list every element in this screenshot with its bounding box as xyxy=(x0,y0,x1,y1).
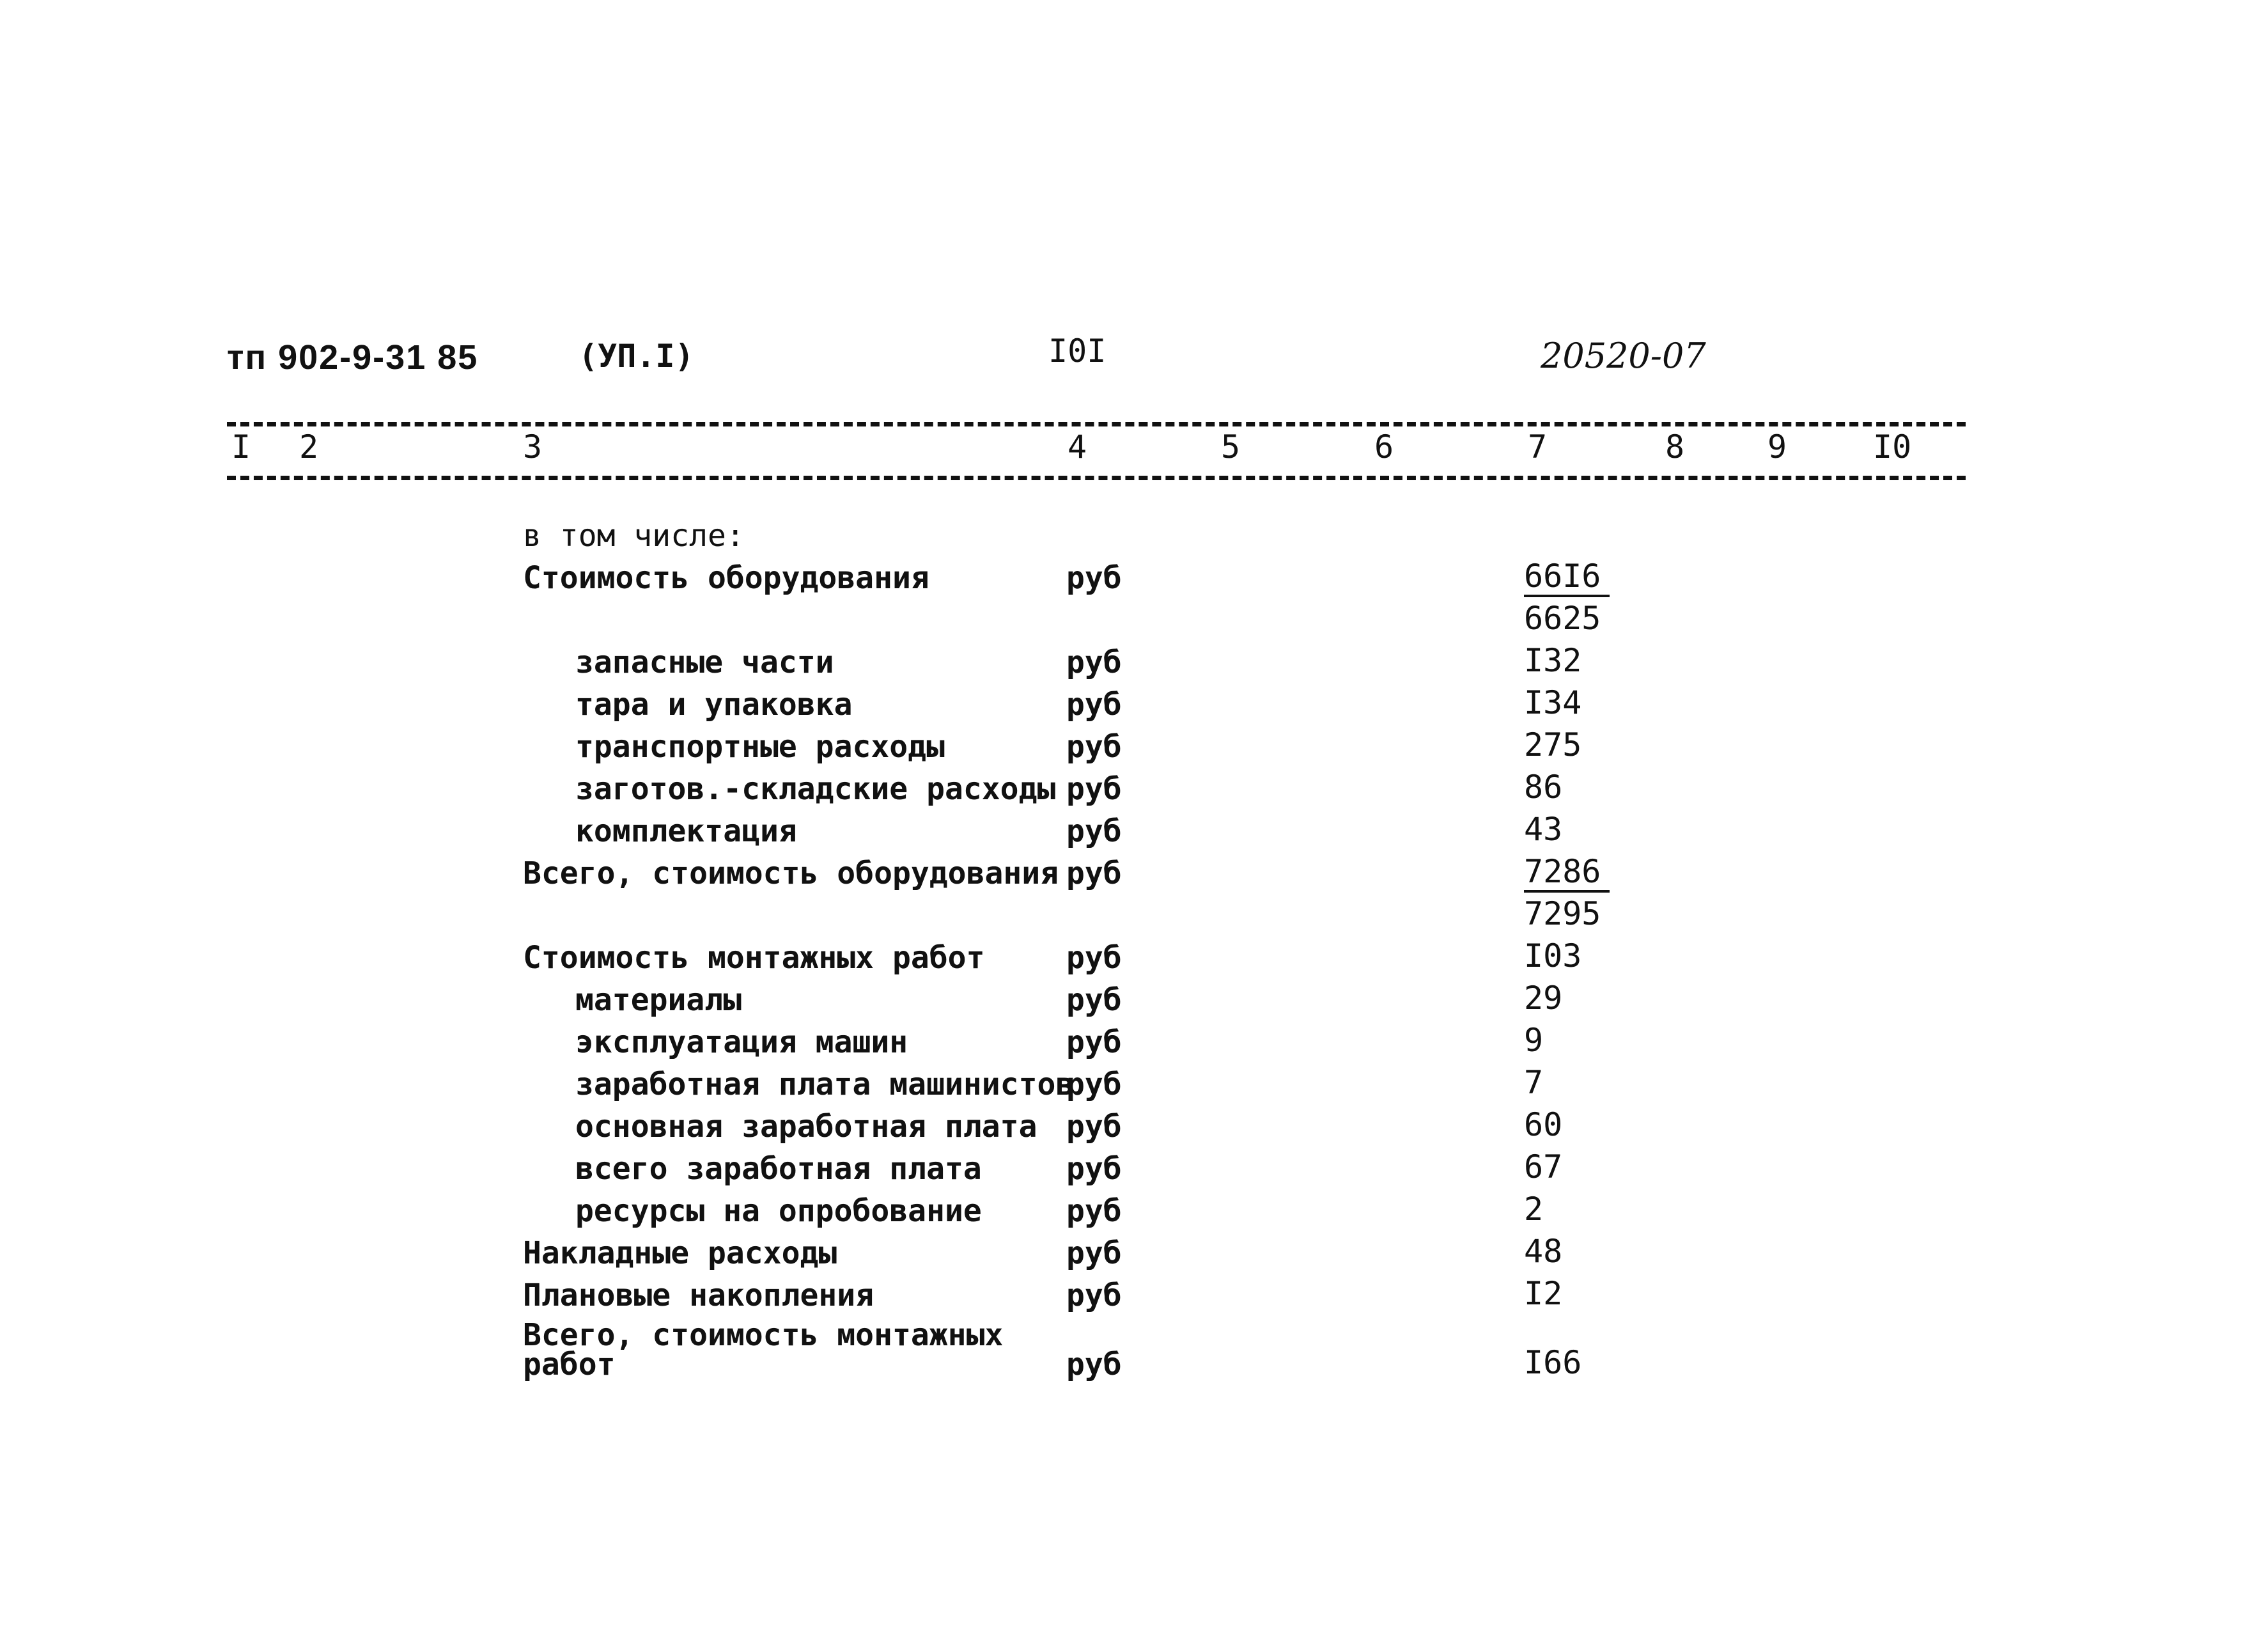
row-value-secondary: 7295 xyxy=(1524,895,1601,932)
column-number-7: 7 xyxy=(1528,428,1548,465)
row-value: 275 xyxy=(1524,726,1582,763)
row-value: 60 xyxy=(1524,1106,1563,1143)
row-unit: руб xyxy=(1066,1347,1122,1382)
page-number: I0I xyxy=(1048,332,1107,370)
row-label: эксплуатация машин xyxy=(575,1024,908,1060)
header-divider-top xyxy=(227,422,1966,426)
row-unit: руб xyxy=(1066,982,1122,1018)
column-number-3: 3 xyxy=(523,428,543,465)
row-value: 43 xyxy=(1524,811,1563,848)
row-unit: руб xyxy=(1066,940,1122,976)
document-section: (УП.I) xyxy=(579,338,694,375)
row-value: 67 xyxy=(1524,1148,1563,1185)
row-label-continuation: работ xyxy=(523,1347,616,1382)
row-value: 2 xyxy=(1524,1191,1544,1228)
row-label: транспортные расходы xyxy=(575,729,945,765)
column-number-2: 2 xyxy=(299,428,319,465)
row-value: I66 xyxy=(1524,1344,1582,1381)
row-label: запасные части xyxy=(575,645,834,680)
row-value-secondary: 6625 xyxy=(1524,600,1601,637)
row-label: Стоимость оборудования xyxy=(523,560,929,596)
column-number-4: 4 xyxy=(1068,428,1087,465)
row-label: Накладные расходы xyxy=(523,1235,837,1271)
header-divider-bottom xyxy=(227,476,1966,480)
row-label: тара и упаковка xyxy=(575,687,853,723)
row-unit: руб xyxy=(1066,1278,1122,1313)
sheet-number: 20520-07 xyxy=(1541,336,1706,376)
row-unit: руб xyxy=(1066,1151,1122,1187)
row-value: 7 xyxy=(1524,1064,1544,1101)
row-unit: руб xyxy=(1066,1024,1122,1060)
row-value: I32 xyxy=(1524,642,1582,679)
document-code: тп 902-9-31 85 xyxy=(227,338,479,377)
row-label: ресурсы на опробование xyxy=(575,1193,982,1229)
row-value: I2 xyxy=(1524,1275,1563,1312)
row-value: I34 xyxy=(1524,684,1582,721)
column-number-8: 8 xyxy=(1665,428,1685,465)
row-label: Стоимость монтажных работ xyxy=(523,940,985,976)
row-unit: руб xyxy=(1066,1109,1122,1145)
row-unit: руб xyxy=(1066,771,1122,807)
column-number-9: 9 xyxy=(1767,428,1787,465)
row-value: 86 xyxy=(1524,769,1563,806)
column-number-1: I xyxy=(231,428,251,465)
row-label: Всего, стоимость оборудования xyxy=(523,856,1059,891)
row-label: заготов.-складские расходы xyxy=(575,771,1056,807)
row-unit: руб xyxy=(1066,856,1122,891)
row-unit: руб xyxy=(1066,1193,1122,1229)
row-unit: руб xyxy=(1066,687,1122,723)
row-label: Плановые накопления xyxy=(523,1278,874,1313)
row-label: комплектация xyxy=(575,813,797,849)
row-unit: руб xyxy=(1066,729,1122,765)
row-unit: руб xyxy=(1066,813,1122,849)
row-label: материалы xyxy=(575,982,742,1018)
row-value: 66I6 xyxy=(1524,558,1610,597)
row-unit: руб xyxy=(1066,1067,1122,1102)
column-number-6: 6 xyxy=(1374,428,1394,465)
row-value: 7286 xyxy=(1524,853,1610,893)
row-value: 9 xyxy=(1524,1022,1544,1059)
column-number-5: 5 xyxy=(1221,428,1241,465)
column-number-10: I0 xyxy=(1873,428,1912,465)
row-label: основная заработная плата xyxy=(575,1109,1037,1145)
row-label: Всего, стоимость монтажных xyxy=(523,1317,1004,1353)
row-value: I03 xyxy=(1524,937,1582,974)
row-unit: руб xyxy=(1066,1235,1122,1271)
row-label: в том числе: xyxy=(523,518,745,554)
row-unit: руб xyxy=(1066,560,1122,596)
row-label: всего заработная плата xyxy=(575,1151,982,1187)
row-value: 48 xyxy=(1524,1233,1563,1270)
row-value: 29 xyxy=(1524,980,1563,1017)
row-unit: руб xyxy=(1066,645,1122,680)
row-label: заработная плата машинистов xyxy=(575,1067,1075,1102)
